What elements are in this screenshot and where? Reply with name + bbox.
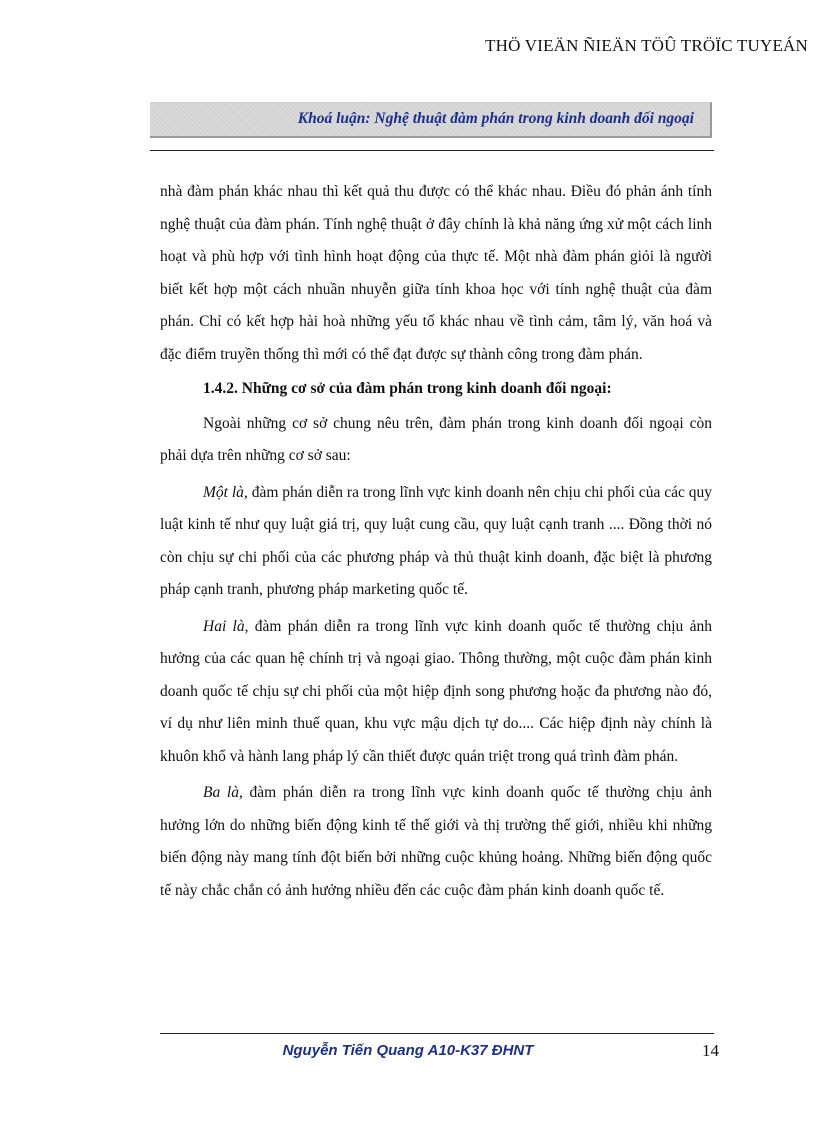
paragraph-intro-continuation: nhà đàm phán khác nhau thì kết quả thu được có thể khác nhau. Điều đó phản ánh tính nghệ thuật của đàm phán. Tính nghệ thuật ở đây chính là khả năng ứng xử một cách linh hoạt và phù hợp với tình hình hoạt động của thực tế. Một nhà đàm phán giỏi là người biết kết hợp một cách nhuần nhuyễn giữa tính khoa học với tính nghệ thuật của đàm phán. Chỉ có kết hợp hài hoà những yếu tố khác nhau về tình cảm, tâm lý, văn hoá và đặc điểm truyền thống thì mới có thể đạt được sự thành công trong đàm phán. (160, 183, 712, 363)
point-two-text: , đàm phán diễn ra trong lĩnh vực kinh doanh quốc tế thường chịu ảnh hưởng của các quan hệ chính trị và ngoại giao. Thông thường, một cuộc đàm phán kinh doanh quốc tế chịu sự chi phối của một hiệp định song phương hoặc đa phương nào đó, ví dụ như liên minh thuế quan, khu vực mậu dịch tự do.... Các hiệp định này chính là khuôn khổ và hành lang pháp lý cần thiết được quán triệt trong quá trình đàm phán. (160, 617, 712, 765)
page-number: 14 (702, 1041, 719, 1060)
header-divider (150, 150, 714, 151)
point-one-text: , đàm phán diễn ra trong lĩnh vực kinh doanh nên chịu chi phối của các quy luật kinh tế như quy luật giá trị, quy luật cung cầu, quy luật cạnh tranh .... Đồng thời nó còn chịu sự chi phối của các phương pháp và thủ thuật kinh doanh, đặc biệt là phương pháp cạnh tranh, phương pháp marketing quốc tế. (160, 483, 713, 598)
point-one-lead: Một là (203, 483, 244, 501)
page-content (160, 176, 712, 907)
point-three-text: , đàm phán diễn ra trong lĩnh vực kinh doanh quốc tế thường chịu ảnh hưởng lớn do những biến động kinh tế thế giới và thị trường thế giới, nhiều khi những biến động này mang tính đột biến bởi những cuộc khủng hoảng. Những biến động quốc tế này chắc chắn có ảnh hưởng nhiều đến các cuộc đàm phán kinh doanh quốc tế. (160, 784, 712, 899)
footer-divider (160, 1033, 714, 1034)
thesis-title: Khoá luận: Nghệ thuật đàm phán trong kinh doanh đối ngoại (297, 110, 694, 127)
point-three-lead: Ba là (203, 784, 239, 801)
paragraph-point-two (160, 611, 712, 774)
paragraph-introduction: Ngoài những cơ sở chung nêu trên, đàm phán trong kinh doanh đối ngoại còn phải dựa trên những cơ sở sau: (160, 414, 712, 464)
section-heading: 1.4.2. Những cơ sở của đàm phán trong kinh doanh đối ngoại: (203, 380, 612, 397)
footer-author: Nguyễn Tiến Quang A10-K37 ĐHNT (282, 1042, 534, 1059)
site-watermark: THÖ VIEÄN ÑIEÄN TÖÛ TRÖÏC TUYEÁN (485, 36, 808, 55)
paragraph-point-one (160, 477, 712, 607)
header-banner (150, 102, 712, 138)
point-two-lead: Hai là (203, 617, 245, 635)
paragraph-point-three (160, 777, 712, 907)
